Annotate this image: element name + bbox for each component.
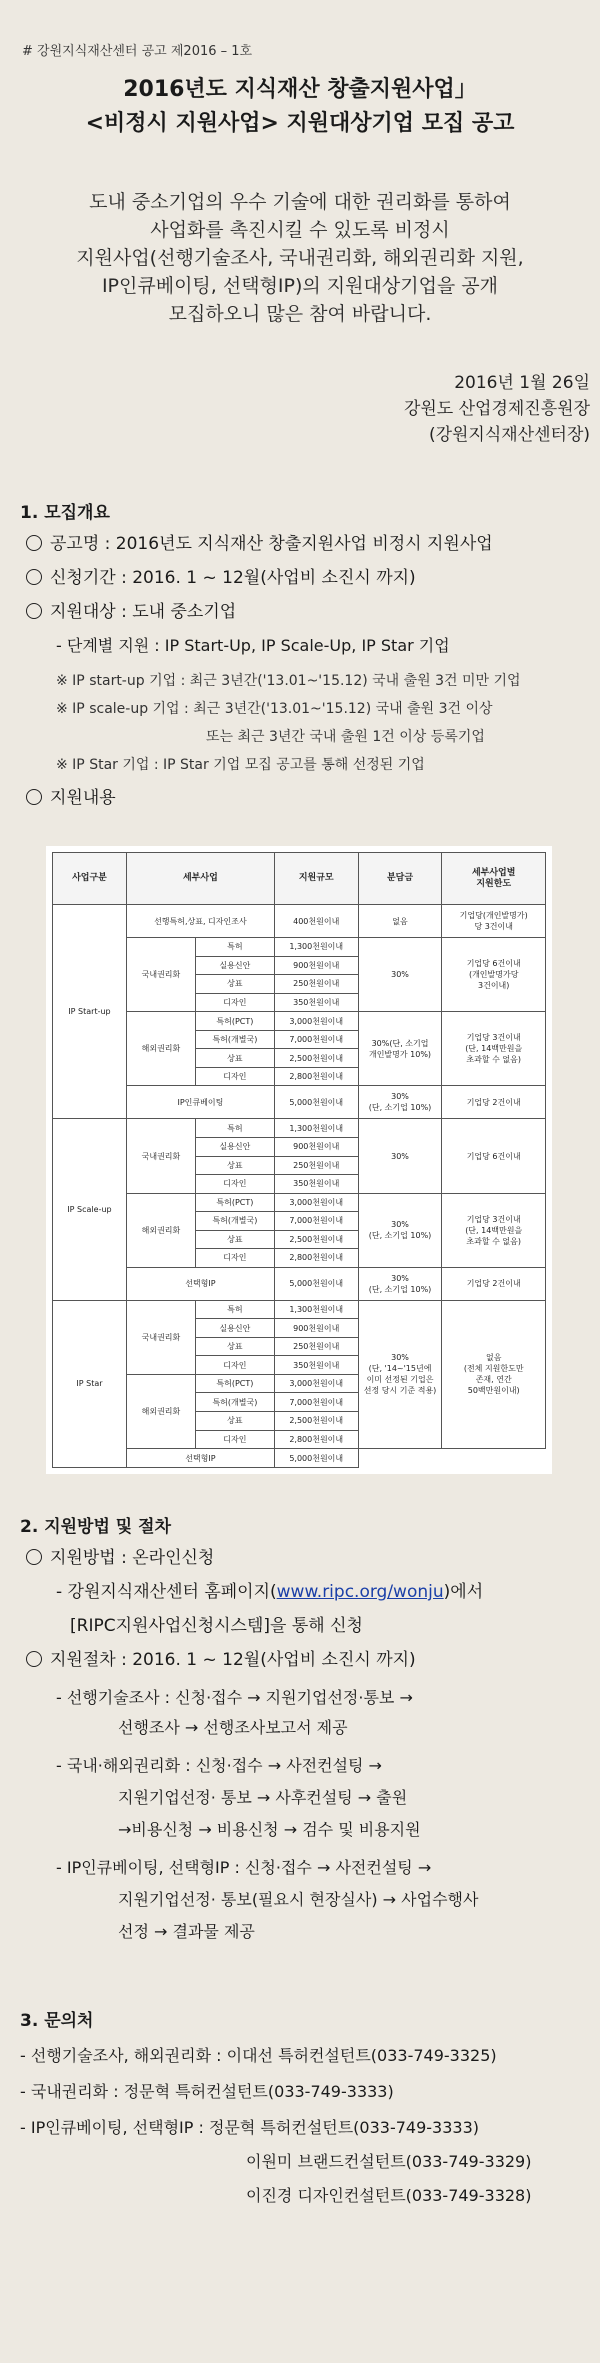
contact-item: - 국내권리화 : 정문혁 특허컨설턴트(033-749-3333) [20,2082,394,2101]
proc-incubating-2: 지원기업선정· 통보(필요시 현장실사) → 사업수행사 [118,1890,479,1909]
table-cell: 디자인 [195,993,274,1012]
table-cell: 250천원이내 [274,1156,358,1175]
table-cell: 400천원이내 [274,905,358,938]
circle-bullet-icon [26,1549,42,1565]
item-text: 공고명 : 2016년도 지식재산 창출지원사업 비정시 지원사업 [50,534,493,554]
circle-bullet-icon [26,569,42,585]
table-cell: 30% (단, 소기업 10%) [358,1267,442,1300]
table-cell: 특허(개별국) [195,1030,274,1049]
table-cell: 기업당 6건이내 [442,1119,546,1193]
table-cell: 특허(PCT) [195,1193,274,1212]
section2-heading: 2. 지원방법 및 절차 [20,1517,171,1537]
proc-incubating-1: - IP인큐베이팅, 선택형IP : 신청·접수 → 사전컨설팅 → [56,1858,432,1877]
table-cell: 30% (단, 소기업 10%) [358,1086,442,1119]
item-text: 신청기간 : 2016. 1 ~ 12월(사업비 소진시 까지) [50,568,416,588]
issuer-org: 강원도 산업경제진흥원장 [403,399,590,419]
item-text: 지원대상 : 도내 중소기업 [50,602,237,622]
circle-bullet-icon [26,535,42,551]
table-cell: 기업당 2건이내 [442,1086,546,1119]
proc-rights-3: →비용신청 → 비용신청 → 검수 및 비용지원 [118,1820,421,1839]
issuer-org-sub: (강원지식재산센터장) [428,425,590,445]
page-title-line2: <비정시 지원사업> 지원대상기업 모집 공고 [85,111,515,136]
table-cell: 디자인 [195,1067,274,1086]
table-cell: 상표 [195,1412,274,1431]
table-header-row [53,853,546,905]
notice-date: 2016년 1월 26일 [454,373,590,393]
table-cell: 30% (단, '14~'15년에 이미 선정된 기업은 선정 당시 기준 적용) [358,1300,442,1448]
table-cell: 해외권리화 [126,1193,195,1267]
table-cell: 30%(단, 소기업 개인발명가 10%) [358,1012,442,1086]
procedure [26,1648,416,1672]
table-cell: 특허 [195,1119,274,1138]
page-title-line1: 2016년도 지식재산 창출지원사업」 [123,77,477,102]
table-cell: 2,800천원이내 [274,1430,358,1449]
table-cell: 상표 [195,1049,274,1068]
table-cell: 상표 [195,975,274,994]
table-cell: 2,800천원이내 [274,1067,358,1086]
table-cell: 기업당(개인발명가) 당 3건이내 [442,905,546,938]
table-cell: 350천원이내 [274,1356,358,1375]
table-row [53,1012,546,1031]
intro-line: 사업화를 촉진시킬 수 있도록 비정시 [150,219,450,241]
table-cell: 기업당 2건이내 [442,1267,546,1300]
table-cell: 2,500천원이내 [274,1049,358,1068]
table-cell: 디자인 [195,1356,274,1375]
table-cell: 국내권리화 [126,938,195,1012]
intro-line: IP인큐베이팅, 선택형IP)의 지원대상기업을 공개 [101,275,499,297]
table-cell: 2,800천원이내 [274,1249,358,1268]
table-cell: 특허 [195,938,274,957]
support-table [52,852,546,1468]
table-header: 사업구분 [53,853,127,905]
table-cell: 특허 [195,1300,274,1319]
table-cell: 기업당 3건이내 (단, 14백만원을 초과할 수 없음) [442,1012,546,1086]
table-cell: 3,000천원이내 [274,1193,358,1212]
proc-prior-art-2: 선행조사 → 선행조사보고서 제공 [118,1718,348,1737]
table-cell: 해외권리화 [126,1374,195,1448]
table-cell: IP Scale-up [53,1119,127,1300]
table-row [53,1086,546,1119]
proc-rights-2: 지원기업선정· 통보 → 사후컨설팅 → 출원 [118,1788,408,1807]
table-cell: 디자인 [195,1175,274,1194]
table-cell: 1,300천원이내 [274,1119,358,1138]
table-row [53,1449,546,1468]
table-cell: 실용신안 [195,956,274,975]
contact-item: - IP인큐베이팅, 선택형IP : 정문혁 특허컨설턴트(033-749-3333) [20,2118,479,2137]
table-cell: 250천원이내 [274,1337,358,1356]
table-cell: 1,300천원이내 [274,938,358,957]
table-cell: 900천원이내 [274,956,358,975]
note-scale-up-cont: 또는 최근 3년간 국내 출원 1건 이상 등록기업 [206,729,485,745]
item-text: 지원내용 [50,788,116,808]
proc-rights-1: - 국내·해외권리화 : 신청·접수 → 사전컨설팅 → [56,1756,382,1775]
table-cell: 디자인 [195,1249,274,1268]
table-cell: 900천원이내 [274,1138,358,1157]
table-row [53,1193,546,1212]
intro-paragraph [20,188,580,328]
intro-line: 지원사업(선행기술조사, 국내권리화, 해외권리화 지원, [76,247,524,269]
circle-bullet-icon [26,603,42,619]
note-scale-up: ※ IP scale-up 기업 : 최근 3년간('13.01~'15.12) 국내 출원 3건 이상 [56,701,493,717]
table-cell: 특허(PCT) [195,1374,274,1393]
table-row [53,1267,546,1300]
table-cell: 5,000천원이내 [274,1086,358,1119]
table-cell: 선행특허,상표, 디자인조사 [126,905,274,938]
table-cell: 실용신안 [195,1138,274,1157]
contact-item: 이진경 디자인컨설턴트(033-749-3328) [246,2186,532,2205]
table-cell: 7,000천원이내 [274,1393,358,1412]
table-row [53,1119,546,1138]
table-cell: 3,000천원이내 [274,1012,358,1031]
notice-number: # 강원지식재산센터 공고 제2016 – 1호 [22,44,253,59]
support-table-card [46,846,552,1474]
item-content [26,786,116,810]
proc-prior-art-1: - 선행기술조사 : 신청·접수 → 지원기업선정·통보 → [56,1688,413,1707]
table-row [53,1300,546,1319]
section3-heading: 3. 문의처 [20,2011,94,2031]
table-cell: 없음 (전체 지원한도만 존재, 연간 50백만원이내) [442,1300,546,1448]
circle-bullet-icon [26,1651,42,1667]
table-cell: 특허(개별국) [195,1212,274,1231]
table-cell: 30% [358,1119,442,1193]
item-apply-period [26,566,416,590]
item-text: 지원방법 : 온라인신청 [50,1548,215,1568]
table-cell: 기업당 6건이내 (개인발명가당 3건이내) [442,938,546,1012]
circle-bullet-icon [26,789,42,805]
table-cell: 상표 [195,1156,274,1175]
table-header: 세부사업별 지원한도 [442,853,546,905]
table-cell: 350천원이내 [274,993,358,1012]
item-notice-name [26,532,493,556]
table-cell: 없음 [358,905,442,938]
table-cell: 선택형IP [126,1267,274,1300]
intro-line: 모집하오니 많은 참여 바랍니다. [168,303,432,325]
table-cell: 상표 [195,1230,274,1249]
table-cell: IP인큐베이팅 [126,1086,274,1119]
method-detail [56,1580,483,1604]
table-cell: 5,000천원이내 [274,1267,358,1300]
table-cell: 특허(개별국) [195,1393,274,1412]
method-detail-2: [RIPC지원사업신청시스템]을 통해 신청 [70,1616,363,1636]
intro-line: 도내 중소기업의 우수 기술에 대한 권리화를 통하여 [89,191,511,213]
table-cell: 30% [358,938,442,1012]
table-cell: 국내권리화 [126,1300,195,1374]
table-cell: 1,300천원이내 [274,1300,358,1319]
proc-incubating-3: 선정 → 결과물 제공 [118,1922,255,1941]
item-target [26,600,236,624]
table-cell: 국내권리화 [126,1119,195,1193]
item-text: - 강원지식재산센터 홈페이지( [56,1582,277,1602]
item-text: )에서 [443,1582,484,1602]
table-cell: 기업당 3건이내 (단, 14백만원을 초과할 수 없음) [442,1193,546,1267]
table-row [53,938,546,957]
table-cell: IP Start-up [53,905,127,1119]
table-cell: 2,500천원이내 [274,1412,358,1431]
method [26,1546,214,1570]
table-cell: 특허(PCT) [195,1012,274,1031]
table-cell: 350천원이내 [274,1175,358,1194]
stage-support: - 단계별 지원 : IP Start-Up, IP Scale-Up, IP Star 기업 [56,636,450,655]
table-header: 세부사업 [126,853,274,905]
table-cell: 2,500천원이내 [274,1230,358,1249]
section1-heading: 1. 모집개요 [20,503,110,523]
table-cell: 디자인 [195,1430,274,1449]
table-cell: IP Star [53,1300,127,1467]
contact-item: - 선행기술조사, 해외권리화 : 이대선 특허컨설턴트(033-749-3325) [20,2046,497,2065]
note-star: ※ IP Star 기업 : IP Star 기업 모집 공고를 통해 선정된 기업 [56,757,425,773]
note-start-up: ※ IP start-up 기업 : 최근 3년간('13.01~'15.12) 국내 출원 3건 미만 기업 [56,673,521,689]
table-cell: 5,000천원이내 [274,1449,358,1468]
item-text: 지원절차 : 2016. 1 ~ 12월(사업비 소진시 까지) [50,1650,416,1670]
table-cell: 30% (단, 소기업 10%) [358,1193,442,1267]
table-row [53,905,546,938]
table-cell: 실용신안 [195,1319,274,1338]
table-cell: 900천원이내 [274,1319,358,1338]
table-cell: 3,000천원이내 [274,1374,358,1393]
table-header: 지원규모 [274,853,358,905]
table-cell: 250천원이내 [274,975,358,994]
table-cell: 해외권리화 [126,1012,195,1086]
homepage-link[interactable]: www.ripc.org/wonju [276,1582,444,1602]
table-cell: 7,000천원이내 [274,1212,358,1231]
table-header: 분담금 [358,853,442,905]
table-cell: 선택형IP [126,1449,274,1468]
contact-item: 이원미 브랜드컨설턴트(033-749-3329) [246,2152,532,2171]
table-cell: 7,000천원이내 [274,1030,358,1049]
table-cell: 상표 [195,1337,274,1356]
